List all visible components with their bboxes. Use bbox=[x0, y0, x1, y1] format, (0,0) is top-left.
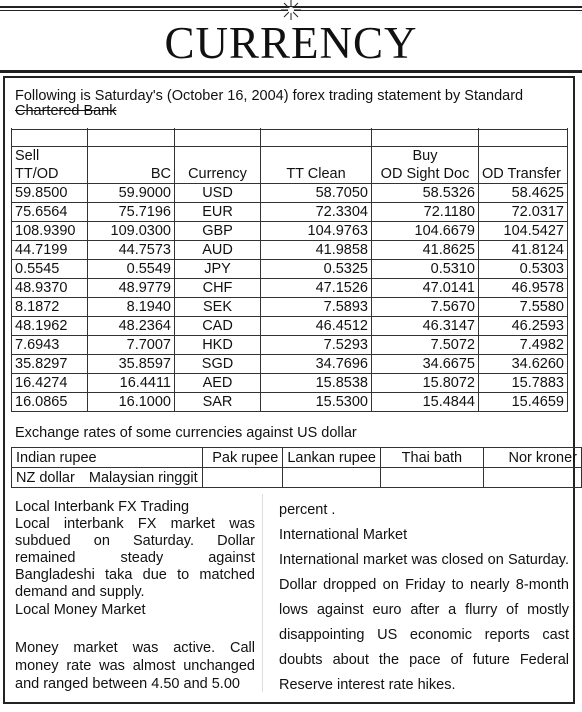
table-cell: 7.7007 bbox=[88, 336, 175, 355]
table-cell: 16.1000 bbox=[88, 393, 175, 412]
other-rate-nz: NZ dollar bbox=[16, 469, 75, 486]
table-cell: 7.5072 bbox=[372, 336, 479, 355]
table-cell: 46.3147 bbox=[372, 317, 479, 336]
table-cell: 72.1180 bbox=[372, 203, 479, 222]
table-cell: 35.8597 bbox=[88, 355, 175, 374]
table-cell: 16.0865 bbox=[12, 393, 88, 412]
other-rates-table bbox=[11, 447, 582, 488]
table-cell: 108.9390 bbox=[12, 222, 88, 241]
table-cell: 47.1526 bbox=[261, 279, 372, 298]
table-cell: SGD bbox=[175, 355, 261, 374]
other-rate-cell: Thai bath bbox=[381, 448, 484, 468]
right-column bbox=[279, 498, 569, 698]
col-header-bc: BC bbox=[88, 165, 175, 184]
table-cell: 44.7199 bbox=[12, 241, 88, 260]
table-cell: EUR bbox=[175, 203, 261, 222]
other-rates-row-1 bbox=[12, 448, 582, 468]
other-rate-malaysia: Malaysian ringgit bbox=[88, 469, 198, 486]
table-cell: 41.8124 bbox=[479, 241, 568, 260]
left-column bbox=[15, 498, 255, 693]
table-cell: AED bbox=[175, 374, 261, 393]
other-rate-cell: Lankan rupee bbox=[283, 448, 381, 468]
table-cell: 104.5427 bbox=[479, 222, 568, 241]
table-row bbox=[12, 222, 568, 241]
table-cell: 15.7883 bbox=[479, 374, 568, 393]
table-cell: 0.5303 bbox=[479, 260, 568, 279]
table-cell: USD bbox=[175, 184, 261, 203]
other-rate-cell: Pak rupee bbox=[202, 448, 283, 468]
table-cell: JPY bbox=[175, 260, 261, 279]
table-cell: 46.9578 bbox=[479, 279, 568, 298]
intl-body: International market was closed on Saturday. Dollar dropped on Friday to nearly 8-month lows against euro after a flurry of mostly disappointing US economic reports cast doubts about the pace of future Federal Reserve interest rate hikes. bbox=[279, 552, 569, 693]
table-row bbox=[12, 374, 568, 393]
table-cell: 15.4844 bbox=[372, 393, 479, 412]
table-cell: 8.1872 bbox=[12, 298, 88, 317]
table-cell: 75.6564 bbox=[12, 203, 88, 222]
table-cell: 0.5549 bbox=[88, 260, 175, 279]
forex-table bbox=[11, 128, 568, 412]
table-cell: 58.7050 bbox=[261, 184, 372, 203]
title-rule bbox=[0, 70, 582, 73]
table-cell: 59.9000 bbox=[88, 184, 175, 203]
table-row bbox=[12, 317, 568, 336]
table-row bbox=[12, 203, 568, 222]
other-rate-cell: Nor kroner bbox=[483, 448, 581, 468]
table-spacer-row bbox=[12, 128, 568, 147]
money-body: Money market was active. Call money rate was almost unchanged and ranged between 4.50 and 5.00 bbox=[15, 640, 255, 692]
col-header-tt-clean: TT Clean bbox=[261, 165, 372, 184]
table-row bbox=[12, 260, 568, 279]
table-cell: 16.4274 bbox=[12, 374, 88, 393]
table-cell: 7.6943 bbox=[12, 336, 88, 355]
table-cell: SAR bbox=[175, 393, 261, 412]
table-row bbox=[12, 355, 568, 374]
table-cell: 48.9779 bbox=[88, 279, 175, 298]
intl-heading: International Market bbox=[279, 527, 408, 543]
table-cell: 0.5325 bbox=[261, 260, 372, 279]
sell-header: Sell bbox=[12, 147, 88, 166]
table-cell: 34.7696 bbox=[261, 355, 372, 374]
col-header-currency: Currency bbox=[175, 165, 261, 184]
table-row bbox=[12, 279, 568, 298]
col-header-tt-od: TT/OD bbox=[12, 165, 88, 184]
table-cell: CAD bbox=[175, 317, 261, 336]
table-cell: 46.4512 bbox=[261, 317, 372, 336]
table-row bbox=[12, 184, 568, 203]
table-cell: 35.8297 bbox=[12, 355, 88, 374]
table-cell: 59.8500 bbox=[12, 184, 88, 203]
intro-line-1: Following is Saturday's (October 16, 2004) forex trading statement by Standard bbox=[15, 88, 524, 104]
table-cell: 46.2593 bbox=[479, 317, 568, 336]
table-cell: GBP bbox=[175, 222, 261, 241]
table-cell: 8.1940 bbox=[88, 298, 175, 317]
table-cell: 47.0141 bbox=[372, 279, 479, 298]
table-cell: 7.4982 bbox=[479, 336, 568, 355]
table-cell: 104.6679 bbox=[372, 222, 479, 241]
money-body-continued: percent . bbox=[279, 502, 336, 518]
other-rates-row-2 bbox=[12, 468, 582, 488]
table-cell: 109.0300 bbox=[88, 222, 175, 241]
table-cell: 16.4411 bbox=[88, 374, 175, 393]
table-cell: 72.3304 bbox=[261, 203, 372, 222]
table-cell: 7.5893 bbox=[261, 298, 372, 317]
col-header-od-sight-doc: OD Sight Doc bbox=[372, 165, 479, 184]
table-cell: 0.5545 bbox=[12, 260, 88, 279]
table-row bbox=[12, 393, 568, 412]
table-row bbox=[12, 336, 568, 355]
table-cell: 41.8625 bbox=[372, 241, 479, 260]
table-cell: 0.5310 bbox=[372, 260, 479, 279]
table-cell: 58.4625 bbox=[479, 184, 568, 203]
col-header-od-transfer: OD Transfer bbox=[479, 165, 568, 184]
table-cell: AUD bbox=[175, 241, 261, 260]
column-header-row bbox=[12, 165, 568, 184]
table-cell: SEK bbox=[175, 298, 261, 317]
table-cell: 48.1962 bbox=[12, 317, 88, 336]
page-title: CURRENCY bbox=[164, 18, 418, 68]
table-cell: 44.7573 bbox=[88, 241, 175, 260]
table-cell: 7.5580 bbox=[479, 298, 568, 317]
table-cell: 7.5670 bbox=[372, 298, 479, 317]
table-cell: 15.8072 bbox=[372, 374, 479, 393]
intro-text bbox=[15, 88, 567, 120]
table-cell: 72.0317 bbox=[479, 203, 568, 222]
local-fx-heading: Local Interbank FX Trading bbox=[15, 499, 190, 515]
table-row bbox=[12, 298, 568, 317]
table-cell: 15.5300 bbox=[261, 393, 372, 412]
table-row bbox=[12, 241, 568, 260]
table-cell: 34.6260 bbox=[479, 355, 568, 374]
table-cell: HKD bbox=[175, 336, 261, 355]
buy-header: Buy bbox=[372, 147, 479, 166]
money-heading: Local Money Market bbox=[15, 602, 146, 618]
other-rates-caption: Exchange rates of some currencies against US dollar bbox=[15, 425, 357, 441]
table-cell: CHF bbox=[175, 279, 261, 298]
other-rate-cell: Indian rupee bbox=[12, 448, 203, 468]
table-cell: 15.8538 bbox=[261, 374, 372, 393]
table-cell: 34.6675 bbox=[372, 355, 479, 374]
table-cell: 41.9858 bbox=[261, 241, 372, 260]
table-cell: 48.9370 bbox=[12, 279, 88, 298]
table-cell: 104.9763 bbox=[261, 222, 372, 241]
table-cell: 48.2364 bbox=[88, 317, 175, 336]
column-divider bbox=[262, 494, 263, 692]
table-cell: 58.5326 bbox=[372, 184, 479, 203]
group-header-row bbox=[12, 147, 568, 166]
table-cell: 75.7196 bbox=[88, 203, 175, 222]
local-fx-body: Local interbank FX market was subdued on Saturday. Dollar remained steady against Bangladeshi taka due to matched demand and supply. bbox=[15, 516, 255, 600]
table-cell: 15.4659 bbox=[479, 393, 568, 412]
other-rate-cell bbox=[12, 468, 203, 488]
intro-line-2: Chartered Bank bbox=[15, 103, 117, 119]
table-cell: 7.5293 bbox=[261, 336, 372, 355]
